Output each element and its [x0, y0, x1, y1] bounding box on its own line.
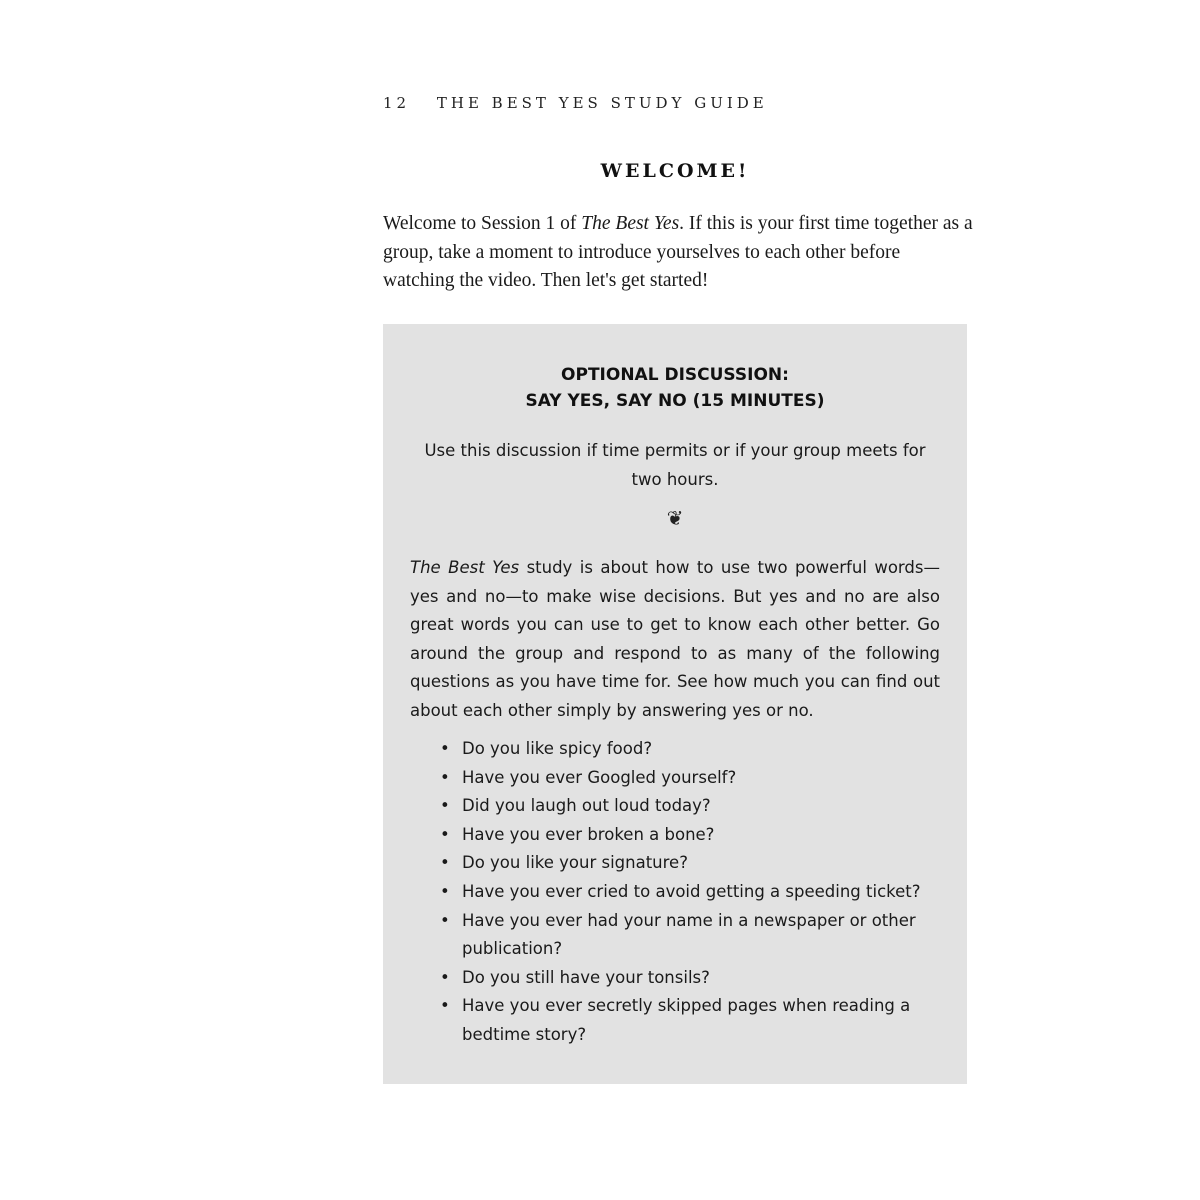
question-text: Have you ever broken a bone?: [462, 824, 715, 844]
question-text: Have you ever cried to avoid getting a speeding ticket?: [462, 881, 921, 901]
sidebar-note: Use this discussion if time permits or if your group meets for two hours.: [424, 441, 926, 489]
bullet-icon: •: [440, 824, 450, 844]
bullet-icon: •: [440, 796, 450, 816]
bullet-icon: •: [440, 967, 450, 987]
question-text: Have you ever had your name in a newspaper or other publication?: [462, 910, 916, 959]
running-head: [383, 94, 768, 112]
list-item: [440, 907, 940, 964]
bullet-icon: •: [440, 739, 450, 758]
question-text: Do you like spicy food?: [462, 739, 653, 758]
question-text: Do you like your signature?: [462, 853, 688, 873]
bullet-icon: •: [440, 881, 450, 901]
intro-book-title: The Best Yes: [581, 213, 680, 234]
question-text: Have you ever Googled yourself?: [462, 767, 737, 787]
bullet-icon: •: [440, 996, 450, 1016]
intro-suffix: . If this is your first time together as a group, take a moment to introduce yourselves to each other before watching the video. Then let's get started!: [383, 213, 973, 291]
intro-paragraph: [383, 210, 973, 296]
list-item: [440, 764, 940, 793]
intro-prefix: Welcome to Session 1 of: [383, 213, 582, 234]
ornament-icon: ❦: [666, 506, 684, 530]
list-item: [440, 792, 940, 821]
bullet-icon: •: [440, 853, 450, 873]
running-head-title: THE BEST YES STUDY GUIDE: [436, 94, 768, 112]
discussion-sidebar: [383, 324, 967, 1084]
page-number: 12: [383, 94, 411, 112]
question-text: Do you still have your tonsils?: [462, 967, 710, 987]
list-item: [440, 735, 940, 764]
body-book-title: The Best Yes: [410, 558, 520, 577]
question-text: Did you laugh out loud today?: [462, 796, 711, 816]
bullet-icon: •: [440, 767, 450, 787]
list-item: [440, 992, 940, 1049]
question-text: Have you ever secretly skipped pages when reading a bedtime story?: [462, 996, 911, 1044]
sidebar-title: [383, 362, 967, 414]
list-item: [440, 821, 940, 850]
sidebar-body-paragraph: [410, 554, 940, 726]
bullet-icon: •: [440, 910, 450, 930]
sidebar-title-line-2: SAY YES, SAY NO (15 MINUTES): [525, 391, 825, 411]
list-item: [440, 878, 940, 907]
body-text: study is about how to use two powerful words—yes and no—to make wise decisions. But yes and no are also great words you can use to get to know each other better. Go around the group and respond to as many of the following questions as you have time for. See how much you can find out about each other simply by answering yes or no.: [410, 558, 940, 720]
list-item: [440, 964, 940, 993]
section-title: WELCOME!: [600, 160, 750, 182]
question-list: [440, 735, 940, 1050]
list-item: [440, 849, 940, 878]
sidebar-title-line-1: OPTIONAL DISCUSSION:: [561, 365, 789, 385]
